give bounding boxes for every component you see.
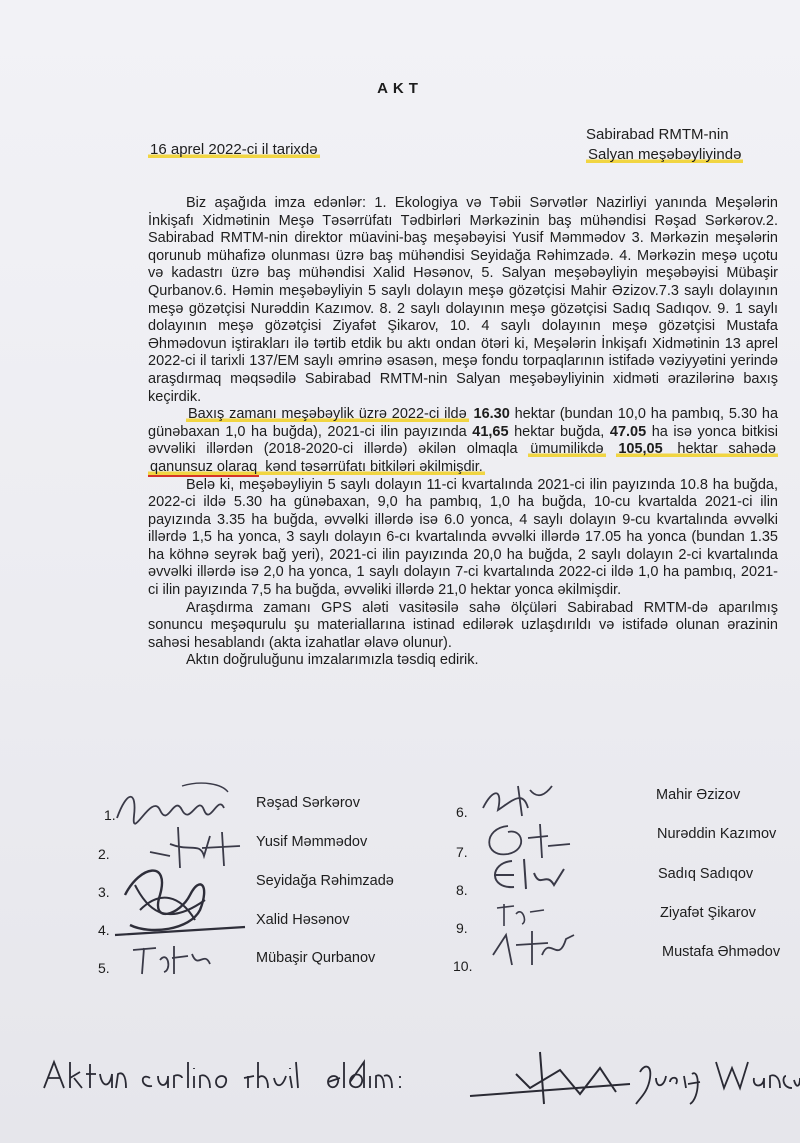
value-alfalfa-area: 47.05 (609, 423, 647, 440)
signatory-name: Ziyafət Şikarov (660, 905, 756, 921)
findings-text-5: kənd təsərrüfatı bitkiləri əkilmişdir. (261, 458, 483, 475)
signatory-name: Mahir Əzizov (656, 787, 741, 803)
findings-text-2: hektar buğda, (508, 423, 610, 440)
date-text: 16 aprel 2022-ci il tarixdə (150, 141, 318, 158)
signatory-name: Mustafa Əhmədov (662, 944, 781, 960)
signatory-name: Yusif Məmmədov (256, 834, 368, 850)
signatory-name: Seyidağa Rəhimzadə (256, 873, 394, 889)
signature-5 (128, 940, 218, 980)
signatory-number: 7. (456, 844, 468, 860)
signature-8 (484, 855, 574, 895)
document-date (148, 141, 320, 158)
findings-total-label: ümumilikdə (530, 441, 604, 458)
value-total-area: 105,05 (618, 441, 663, 458)
value-2022-area: 16.30 (473, 406, 510, 423)
paragraph-participants: Biz aşağıda imza edənlər: 1. Ekologiya və Təbii Sərvətlər Nazirliyi yanında Meşələrin İnkişafı Xidmətinin Meşə Təsərrüfatı Tədbirləri Mərkəzinin baş mühəndisi Rəşad Sərkərov.2. Sabirabad RMTM-nin direktor müavini-baş meşəbəyisi Yusif Məmmədov 3. Mərkəzin meşələrin qorunub mühafizə olunması üzrə baş mühəndisi Seyidağa Rəhimzadə. 4. Mərkəzin meşə uçotu və kadastrı üzrə baş mühəndisi Xalid Həsənov, 5. Salyan meşəbəyliyin meşəbəyisi Mübaşir Qurbanov.6. Həmin meşəbəyliyin 5 saylı dolayın meşə gözətçisi Mahir Əzizov.7.3 saylı dolayının meşə gözətçisi Nurəddin Kazımov. 8. 2 saylı dolayının meşə gözətçisi Sadıq Sadıqov. 9. 1 saylı dolayının meşə gözətçisi Ziyafət Şikarov, 10. 4 saylı dolayının meşə gözətçisi Mustafa Əhmədovun iştirakları ilə tərtib etdik bu aktı ondan ötəri ki, Meşələrin İnkişafı Xidmətinin 13 aprel 2022-ci il tarixli 137/EM saylı əmrinə əsasən, meşə fondu torpaqlarının istifadə vəziyyətini yerində araşdırmaq məqsədilə Sabirabad RMTM-nin Salyan meşəbəyliyinin xidməti ərazilərinə baxış keçirdik. (148, 195, 778, 405)
signatory-name: Sadıq Sadıqov (658, 866, 754, 882)
handwritten-receipt-note (40, 1048, 800, 1108)
document-body (148, 195, 778, 670)
signatory-name: Xalid Həsənov (256, 912, 350, 928)
signatory-name: Nurəddin Kazımov (657, 826, 777, 842)
paragraph-gps: Araşdırma zamanı GPS aləti vasitəsilə sahə ölçüləri Sabirabad RMTM-də aparılmış sonuncu meşəqurulu şu materiallarına istinad edilərək uzlaşdırıldı və istifadə olunan ərazinin sahəsi hesablandı (akta izahatlar əlavə olunur). (148, 599, 778, 651)
signatory-name: Mübaşir Qurbanov (256, 950, 376, 966)
signatory-number: 10. (453, 958, 473, 974)
paragraph-details: Belə ki, meşəbəyliyin 5 saylı dolayın 11-ci kvartalında 2021-ci ilin payızında 10.8 ha buğda, 2022-ci ildə 5.30 ha günəbaxan, 9,0 ha pambıq, 1,0 ha buğda, 10-cu kvartalda 2021-ci ilin payızında 3.35 ha buğda, əvvəlki illərdə isə 6.0 yonca, 4 saylı dolayın 9-cu kvartalında əvvəlki illərdə 1,5 ha yonca, 3 saylı dolayın 6-cı kvartalında əvvəlki illərdə 17.05 ha yonca (bundan 1.35 ha köhnə seyrək bağ yeri), 2021-ci ilin payızında 20,0 ha buğda, 2 saylı dolayın 2-ci kvartalında əvvəlki illərdə isə 2,0 ha yonca, 1 saylı dolayın 7-ci kvartalında 2022-ci ildə 1,0 ha pambıq, 2021-ci ilin payızında 7,5 ha buğda, əvvəliki illərdə 21,0 hektar yonca əkilmişdir. (148, 476, 778, 599)
paragraph-findings (148, 406, 778, 476)
document-location (586, 125, 743, 165)
signature-10 (488, 925, 578, 970)
signatory-number: 8. (456, 882, 468, 898)
signatory-number: 9. (456, 920, 468, 936)
signature-6 (478, 780, 558, 820)
document-title: AKT (377, 80, 423, 97)
signatory-number: 3. (98, 884, 110, 900)
signatory-number: 1. (104, 807, 116, 823)
illegal-phrase: qanunsuz olaraq (150, 458, 258, 475)
findings-intro: Baxış zamanı meşəbəylik üzrə 2022-ci ildə (188, 406, 467, 423)
location-line-2: Salyan meşəbəyliyində (588, 146, 742, 163)
findings-text-3: ha isə yonca bitkisi əvvəliki illərdən (2018-2020-ci illərdə) əkilən olmaqla (148, 423, 778, 458)
signatory-number: 6. (456, 804, 468, 820)
signatory-number: 5. (98, 960, 110, 976)
signature-3 (110, 855, 250, 945)
findings-text-4: hektar sahədə (666, 441, 776, 458)
findings-text-1: hektar (bundan 10,0 ha pambıq, 5.30 ha günəbaxan 1,0 ha buğda), 2021-ci ilin payızında (148, 406, 779, 440)
signatory-name: Rəşad Sərkərov (256, 795, 360, 811)
location-line-1: Sabirabad RMTM-nin (586, 126, 729, 143)
value-wheat-area: 41,65 (472, 423, 509, 440)
signatory-number: 2. (98, 846, 110, 862)
paragraph-confirmation: Aktın doğruluğunu imzalarımızla təsdiq edirik. (186, 652, 479, 669)
signatory-number: 4. (98, 922, 110, 938)
